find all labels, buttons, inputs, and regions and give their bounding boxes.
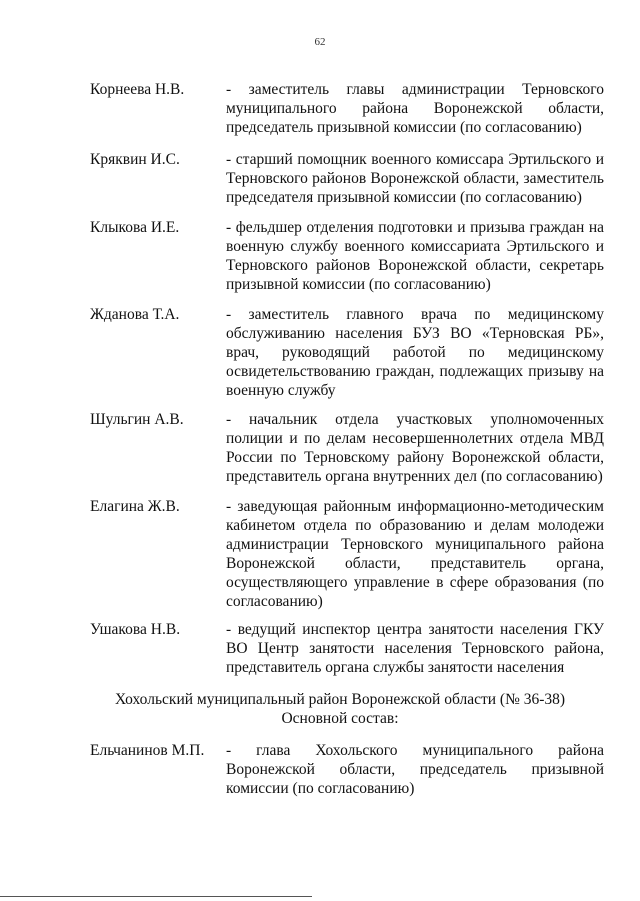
member-entry xyxy=(90,80,604,137)
member-entry xyxy=(90,150,604,207)
member-name: Ушакова Н.В. xyxy=(90,621,181,638)
member-name: Шульгин А.В. xyxy=(90,411,184,428)
member-description: - фельдшер отделения подготовки и призыва граждан на военную службу военного комиссариата Эртильского и Терновского районов Воронежской области, секретарь призывной комиссии (по согласованию) xyxy=(226,219,604,293)
member-name: Клыкова И.Е. xyxy=(90,219,180,236)
section-title: Хохольский муниципальный район Воронежской области (№ 36-38) xyxy=(114,691,566,708)
member-description: - начальник отдела участковых уполномоченных полиции и по делам несовершеннолетних отдела МВД России по Терновскому району Воронежской области, представитель органа внутренних дел (по согласованию) xyxy=(226,411,604,485)
member-name: Корнеева Н.В. xyxy=(90,81,185,98)
bottom-rule xyxy=(0,896,312,897)
member-description: - ведущий инспектор центра занятости населения ГКУ ВО Центр занятости населения Терновского района, представитель органа службы занятости населения xyxy=(226,621,604,676)
member-entry xyxy=(90,218,604,294)
member-name: Елагина Ж.В. xyxy=(90,498,180,515)
member-description: - старший помощник военного комиссара Эртильского и Терновского районов Воронежской области, заместитель председателя призывной комиссии (по согласованию) xyxy=(226,151,604,206)
member-name: Жданова Т.А. xyxy=(90,306,180,323)
member-description: - заместитель главы администрации Терновского муниципального района Воронежской области, председатель призывной комиссии (по согласованию) xyxy=(226,81,604,136)
member-entry xyxy=(90,741,604,798)
member-entry xyxy=(90,410,604,486)
member-entry xyxy=(90,620,604,677)
section-subtitle: Основной состав: xyxy=(281,710,399,727)
member-entry xyxy=(90,305,604,400)
member-description: - глава Хохольского муниципального района Воронежской области, председатель призывной комиссии (по согласованию) xyxy=(226,742,604,797)
page-number: 62 xyxy=(314,36,326,48)
member-name: Ельчанинов М.П. xyxy=(90,742,205,759)
member-entry xyxy=(90,497,604,611)
member-description: - заместитель главного врача по медицинскому обслуживанию населения БУЗ ВО «Терновская РБ», врач, руководящий работой по медицинскому освидетельствованию граждан, подлежащих призыву на военную службу xyxy=(226,306,604,399)
member-description: - заведующая районным информационно-методическим кабинетом отдела по образованию и делам молодежи администрации Терновского муниципального района Воронежской области, представитель органа, осуществляющего управление в сфере образования (по согласованию) xyxy=(226,498,604,610)
member-name: Кряквин И.С. xyxy=(90,151,180,168)
